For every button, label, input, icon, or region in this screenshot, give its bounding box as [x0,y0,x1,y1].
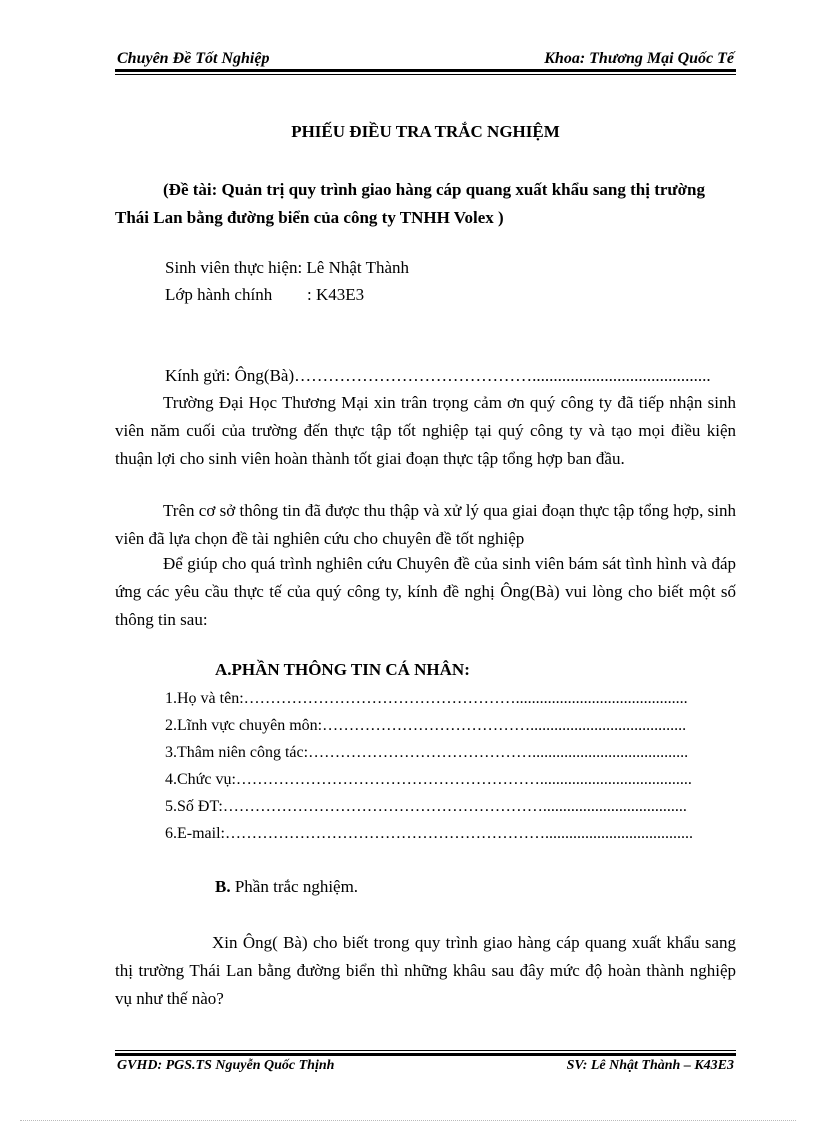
section-a-heading: A.PHẦN THÔNG TIN CÁ NHÂN: [215,660,470,679]
student-name-label: Sinh viên thực hiện: [165,258,303,277]
student-name-value: Lê Nhật Thành [306,258,410,277]
field-position: 4.Chức vụ:…………………………………………………...................................... [165,771,692,788]
topic-text: (Đề tài: Quản trị quy trình giao hàng cáp quang xuất khẩu sang thị trường Thái Lan bằng đường biển của công ty TNHH Volex ) [115,180,705,227]
field-seniority: 3.Thâm niên công tác:……………………………………....................................... [165,744,689,761]
footer-rule-thin [115,1050,736,1051]
section-b-heading [215,877,358,897]
header-left: Chuyên Đề Tốt Nghiệp [117,50,270,67]
topic [115,176,736,232]
student-class-value: : K43E3 [307,285,365,304]
greeting-line: Kính gửi: Ông(Bà)…………………………………….......................................... [165,366,711,385]
question-paragraph [115,929,736,1013]
paragraph-1 [115,389,736,473]
student-class-label: Lớp hành chính [165,285,273,304]
paragraph-3 [115,550,736,634]
header-right: Khoa: Thương Mại Quốc Tế [544,50,734,67]
field-expertise: 2.Lĩnh vực chuyên môn:…………………………………....................................... [165,717,687,734]
header-rule-thin [115,74,736,75]
field-name: 1.Họ và tên:……………………………………………........................................... [165,690,688,707]
footer-rule-thick [115,1053,736,1056]
section-b-text: Phần trắc nghiệm. [230,877,359,896]
header-rule-thick [115,69,736,72]
page-title: PHIẾU ĐIỀU TRA TRẮC NGHIỆM [291,122,560,141]
student-name-line [165,258,409,278]
paragraph-2-text: Trên cơ sở thông tin đã được thu thập và xử lý qua giai đoạn thực tập tổng hợp, sinh viên đã lựa chọn đề tài nghiên cứu cho chuyên đề tốt nghiệp [115,501,736,548]
footer-right: SV: Lê Nhật Thành – K43E3 [566,1058,734,1073]
field-email: 6.E-mail:……………………………………………………..................................... [165,825,693,842]
paragraph-3-text: Để giúp cho quá trình nghiên cứu Chuyên đề của sinh viên bám sát tình hình và đáp ứng các yêu cầu thực tế của quý công ty, kính đề nghị Ông(Bà) vui lòng cho biết một số thông tin sau: [115,554,736,629]
field-phone: 5.Số ĐT:…………………………………………………….................................... [165,798,687,815]
page-bottom-edge [20,1120,796,1121]
paragraph-1-text: Trường Đại Học Thương Mại xin trân trọng cảm ơn quý công ty đã tiếp nhận sinh viên năm cuối của trường đến thực tập tốt nghiệp tại quý công ty và tạo mọi điều kiện thuận lợi cho sinh viên hoàn thành tốt giai đoạn thực tập tổng hợp ban đầu. [115,393,736,468]
question-text: Xin Ông( Bà) cho biết trong quy trình giao hàng cáp quang xuất khẩu sang thị trường Thái Lan bằng đường biển thì những khâu sau đây mức độ hoàn thành nghiệp vụ như thế nào? [115,933,736,1008]
footer-left: GVHD: PGS.TS Nguyễn Quốc Thịnh [117,1058,335,1073]
student-class-line [165,285,364,305]
section-b-prefix: B. [215,877,231,896]
paragraph-2 [115,497,736,553]
